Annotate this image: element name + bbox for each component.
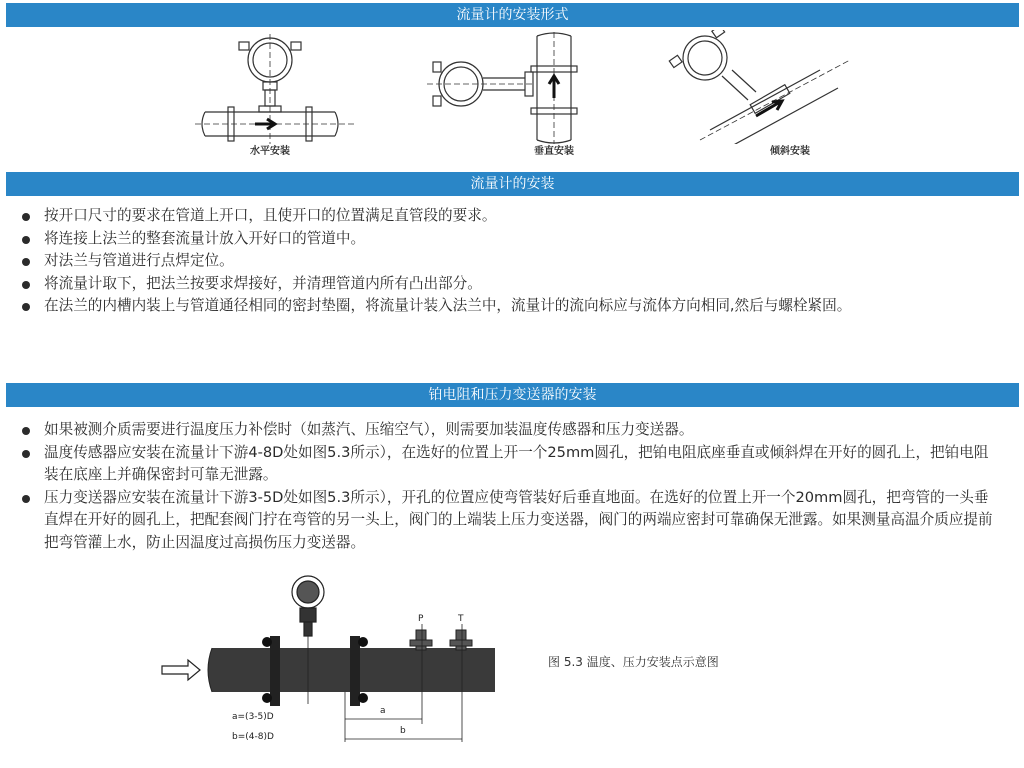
list-item-text: 压力变送器应安装在流量计下游3-5D处如图5.3所示），开孔的位置应使弯管装好后垂直地面。在选好的位置上开一个20mm圆孔，把弯管的一头垂直焊在开好的圆孔上，把配套阀门拧在弯管的另一头上，阀门的上端装上压力变送器，阀门的两端应密封可靠确保无泄露。如果测量高温介质应提前把弯管灌上水，防止因温度过高损伤压力变送器。 [44, 488, 993, 551]
bullet-icon [22, 236, 30, 244]
installation-point-diagram [150, 574, 495, 764]
horizontal-install-diagram [195, 32, 370, 157]
bullet-icon [22, 213, 30, 221]
install-steps [0, 205, 1024, 318]
bullet-icon [22, 258, 30, 266]
list-item-text: 如果被测介质需要进行温度压力补偿时（如蒸汽、压缩空气），则需要加装温度传感器和压力变送器。 [44, 421, 694, 438]
sensor-steps [0, 419, 1024, 555]
horizontal-install-caption: 水平安装 [250, 146, 290, 157]
inclined-install-diagram [660, 30, 860, 157]
bullet-icon [22, 281, 30, 289]
list-item-text: 在法兰的内槽内装上与管道通径相同的密封垫圈，将流量计装入法兰中，流量计的流向标应与流体方向相同,然后与螺栓紧固。 [44, 297, 852, 315]
vertical-install-diagram [425, 32, 615, 157]
section-title: 铂电阻和压力变送器的安装 [428, 387, 597, 403]
list-item [0, 487, 1024, 555]
section-bar-install [6, 172, 1019, 196]
section-bar-sensor [6, 383, 1019, 407]
vertical-install-caption: 垂直安装 [534, 146, 574, 157]
inclined-install-caption: 倾斜安装 [770, 146, 810, 157]
section-title: 流量计的安装 [470, 176, 555, 192]
label-p: P [418, 614, 424, 624]
list-item-text: 将连接上法兰的整套流量计放入开好口的管道中。 [44, 229, 366, 247]
list-item [0, 442, 1024, 487]
eq-a: a=(3-5)D [232, 712, 274, 722]
bullet-icon [22, 495, 30, 503]
list-item [0, 273, 1024, 296]
list-item [0, 250, 1024, 273]
eq-b: b=(4-8)D [232, 732, 274, 742]
list-item [0, 295, 1024, 318]
list-item [0, 228, 1024, 251]
section-bar-install-forms [6, 3, 1019, 27]
section-title: 流量计的安装形式 [456, 7, 569, 23]
list-item [0, 205, 1024, 228]
label-t: T [458, 614, 464, 624]
figure-caption: 图 5.3 温度、压力安装点示意图 [548, 655, 719, 669]
bullet-icon [22, 450, 30, 458]
label-a: a [380, 706, 386, 716]
list-item-text: 对法兰与管道进行点焊定位。 [44, 252, 234, 270]
label-b: b [400, 726, 406, 736]
bullet-icon [22, 427, 30, 435]
list-item-text: 温度传感器应安装在流量计下游4-8D处如图5.3所示），在选好的位置上开一个25mm圆孔，把铂电阻底座垂直或倾斜焊在开好的圆孔上，把铂电阻装在底座上并确保密封可靠无泄露。 [44, 443, 989, 484]
bullet-icon [22, 303, 30, 311]
list-item-text: 按开口尺寸的要求在管道上开口，且使开口的位置满足直管段的要求。 [44, 207, 497, 224]
list-item [0, 419, 1024, 442]
list-item-text: 将流量计取下，把法兰按要求焊接好，并清理管道内所有凸出部分。 [44, 274, 482, 292]
